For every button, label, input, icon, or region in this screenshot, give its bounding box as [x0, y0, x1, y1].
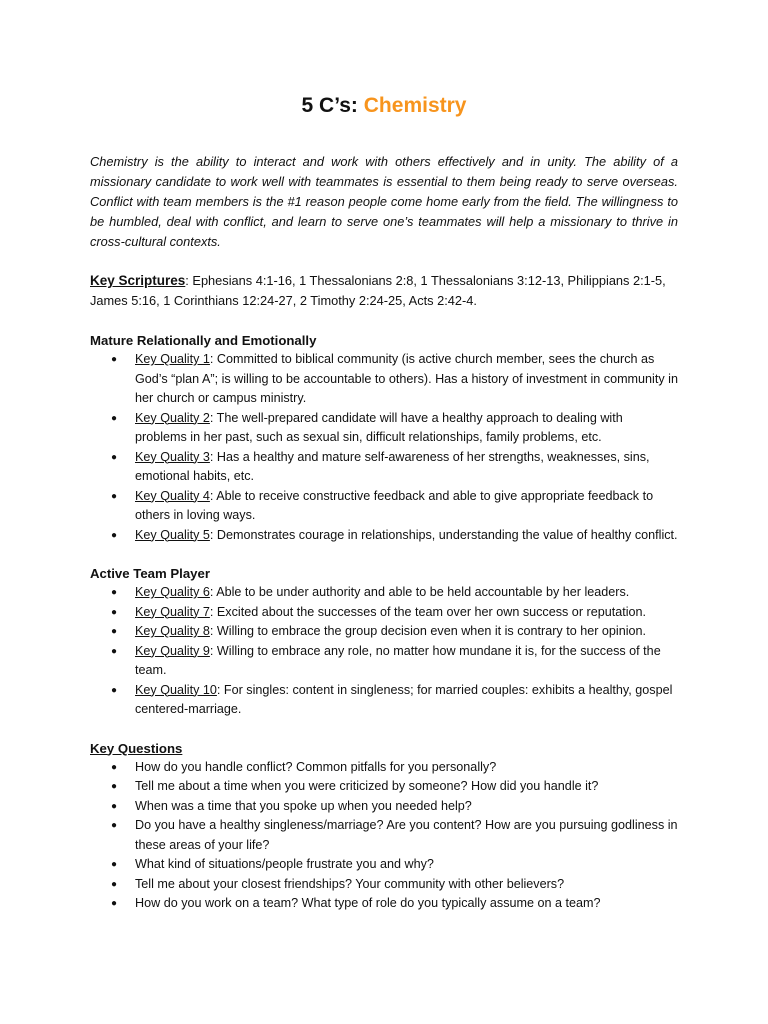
question-text: Do you have a healthy singleness/marriage? Are you content? How are you pursuing godliness in these areas of your life?	[135, 818, 678, 852]
list-item	[90, 409, 678, 448]
section-title-team: Active Team Player	[90, 566, 210, 581]
list-item	[90, 350, 678, 409]
key-quality-text: : Excited about the successes of the team over her own success or reputation.	[209, 604, 647, 619]
list-item	[90, 797, 678, 817]
list-item	[90, 526, 678, 546]
list-item	[90, 894, 678, 914]
key-scriptures-label: Key Scriptures	[90, 273, 186, 288]
key-quality-label: Key Quality 8	[135, 624, 210, 638]
list-item	[90, 603, 678, 623]
question-list	[90, 758, 678, 914]
key-scriptures-text: : Ephesians 4:1-16, 1 Thessalonians 2:8, 1 Thessalonians 3:12-13, Philippians 2:1-5, James 5:16, 1 Corinthians 12:24-27, 2 Timothy 2:24-25, Acts 2:42-4.	[90, 273, 666, 308]
list-item	[90, 816, 678, 855]
bullet-icon: ●	[111, 684, 118, 696]
bullet-icon: ●	[111, 626, 118, 637]
section-mature	[90, 331, 678, 545]
key-quality-text: : Able to receive constructive feedback and able to give appropriate feedback to others in loving ways.	[135, 488, 654, 522]
section-title-questions: Key Questions	[90, 740, 183, 756]
bullet-icon: ●	[111, 800, 118, 812]
key-quality-text: : Has a healthy and mature self-awareness of her strengths, weaknesses, sins, emotional habits, etc.	[135, 449, 650, 483]
question-text: Tell me about a time when you were criticized by someone? How did you handle it?	[135, 779, 599, 793]
list-item	[90, 487, 678, 526]
bullet-icon: ●	[111, 451, 118, 463]
key-quality-label: Key Quality 7	[135, 604, 210, 619]
key-quality-label: Key Quality 10	[135, 682, 217, 697]
bullet-icon: ●	[111, 490, 118, 502]
bullet-icon: ●	[111, 645, 118, 657]
bullet-icon: ●	[111, 781, 118, 792]
question-text: What kind of situations/people frustrate you and why?	[135, 857, 434, 871]
key-quality-label: Key Quality 4	[135, 488, 210, 503]
key-quality-label: Key Quality 9	[135, 643, 210, 658]
key-quality-text: : The well-prepared candidate will have a healthy approach to dealing with problems in her past, such as sexual sin, difficult relationships, family problems, etc.	[135, 410, 623, 444]
key-quality-text: : Able to be under authority and able to be held accountable by her leaders.	[209, 585, 630, 599]
key-quality-text: : Demonstrates courage in relationships, understanding the value of healthy conflict.	[209, 527, 678, 542]
list-item	[90, 681, 678, 720]
key-quality-label: Key Quality 2	[135, 410, 210, 425]
list-item	[90, 758, 678, 778]
question-text: How do you handle conflict? Common pitfalls for you personally?	[135, 759, 497, 774]
intro-paragraph: Chemistry is the ability to interact and work with others effectively and in unity. The ability of a missionary candidate to work well with teammates is essential to them being ready to serve overseas. Conflict with team members is the #1 reason people come home early from the field. The willingness to be humbled, deal with conflict, and learn to serve one’s teammates will help a missionary to thrive in cross-cultural contexts.	[90, 154, 678, 249]
key-quality-text: : For singles: content in singleness; for married couples: exhibits a healthy, gospel centered-marriage.	[135, 682, 673, 716]
title-accent: Chemistry	[363, 94, 467, 117]
key-quality-text: : Willing to embrace the group decision even when it is contrary to her opinion.	[209, 624, 647, 638]
key-quality-text: : Committed to biblical community (is active church member, sees the church as God’s “plan A”; is willing to be accountable to others). Has a history of investment in community in her church or campus ministry.	[135, 352, 678, 405]
bullet-icon: ●	[111, 898, 118, 909]
question-text: How do you work on a team? What type of role do you typically assume on a team?	[135, 896, 601, 910]
bullet-icon: ●	[111, 354, 118, 365]
title-prefix: 5 C’s:	[301, 94, 364, 117]
bullet-icon: ●	[111, 606, 118, 618]
quality-list-mature	[90, 350, 678, 545]
key-quality-label: Key Quality 5	[135, 527, 210, 542]
key-quality-label: Key Quality 6	[135, 585, 210, 599]
quality-list-team	[90, 583, 678, 720]
section-title-mature: Mature Relationally and Emotionally	[90, 333, 317, 348]
list-item	[90, 875, 678, 895]
section-questions	[90, 739, 678, 914]
key-quality-text: : Willing to embrace any role, no matter how mundane it is, for the success of the team.	[135, 643, 661, 677]
key-scriptures	[90, 271, 678, 311]
bullet-icon: ●	[111, 820, 118, 831]
list-item	[90, 622, 678, 642]
section-team	[90, 564, 678, 720]
question-text: Tell me about your closest friendships? Your community with other believers?	[135, 876, 565, 891]
bullet-icon: ●	[111, 859, 118, 870]
question-text: When was a time that you spoke up when you needed help?	[135, 798, 472, 813]
list-item	[90, 448, 678, 487]
list-item	[90, 642, 678, 681]
key-quality-label: Key Quality 3	[135, 449, 210, 464]
list-item	[90, 855, 678, 875]
bullet-icon: ●	[111, 878, 118, 890]
bullet-icon: ●	[111, 761, 118, 773]
list-item	[90, 777, 678, 797]
bullet-icon: ●	[111, 587, 118, 598]
bullet-icon: ●	[111, 412, 118, 424]
page-title	[90, 92, 678, 120]
list-item	[90, 583, 678, 603]
key-quality-label: Key Quality 1	[135, 352, 210, 366]
bullet-icon: ●	[111, 529, 118, 541]
